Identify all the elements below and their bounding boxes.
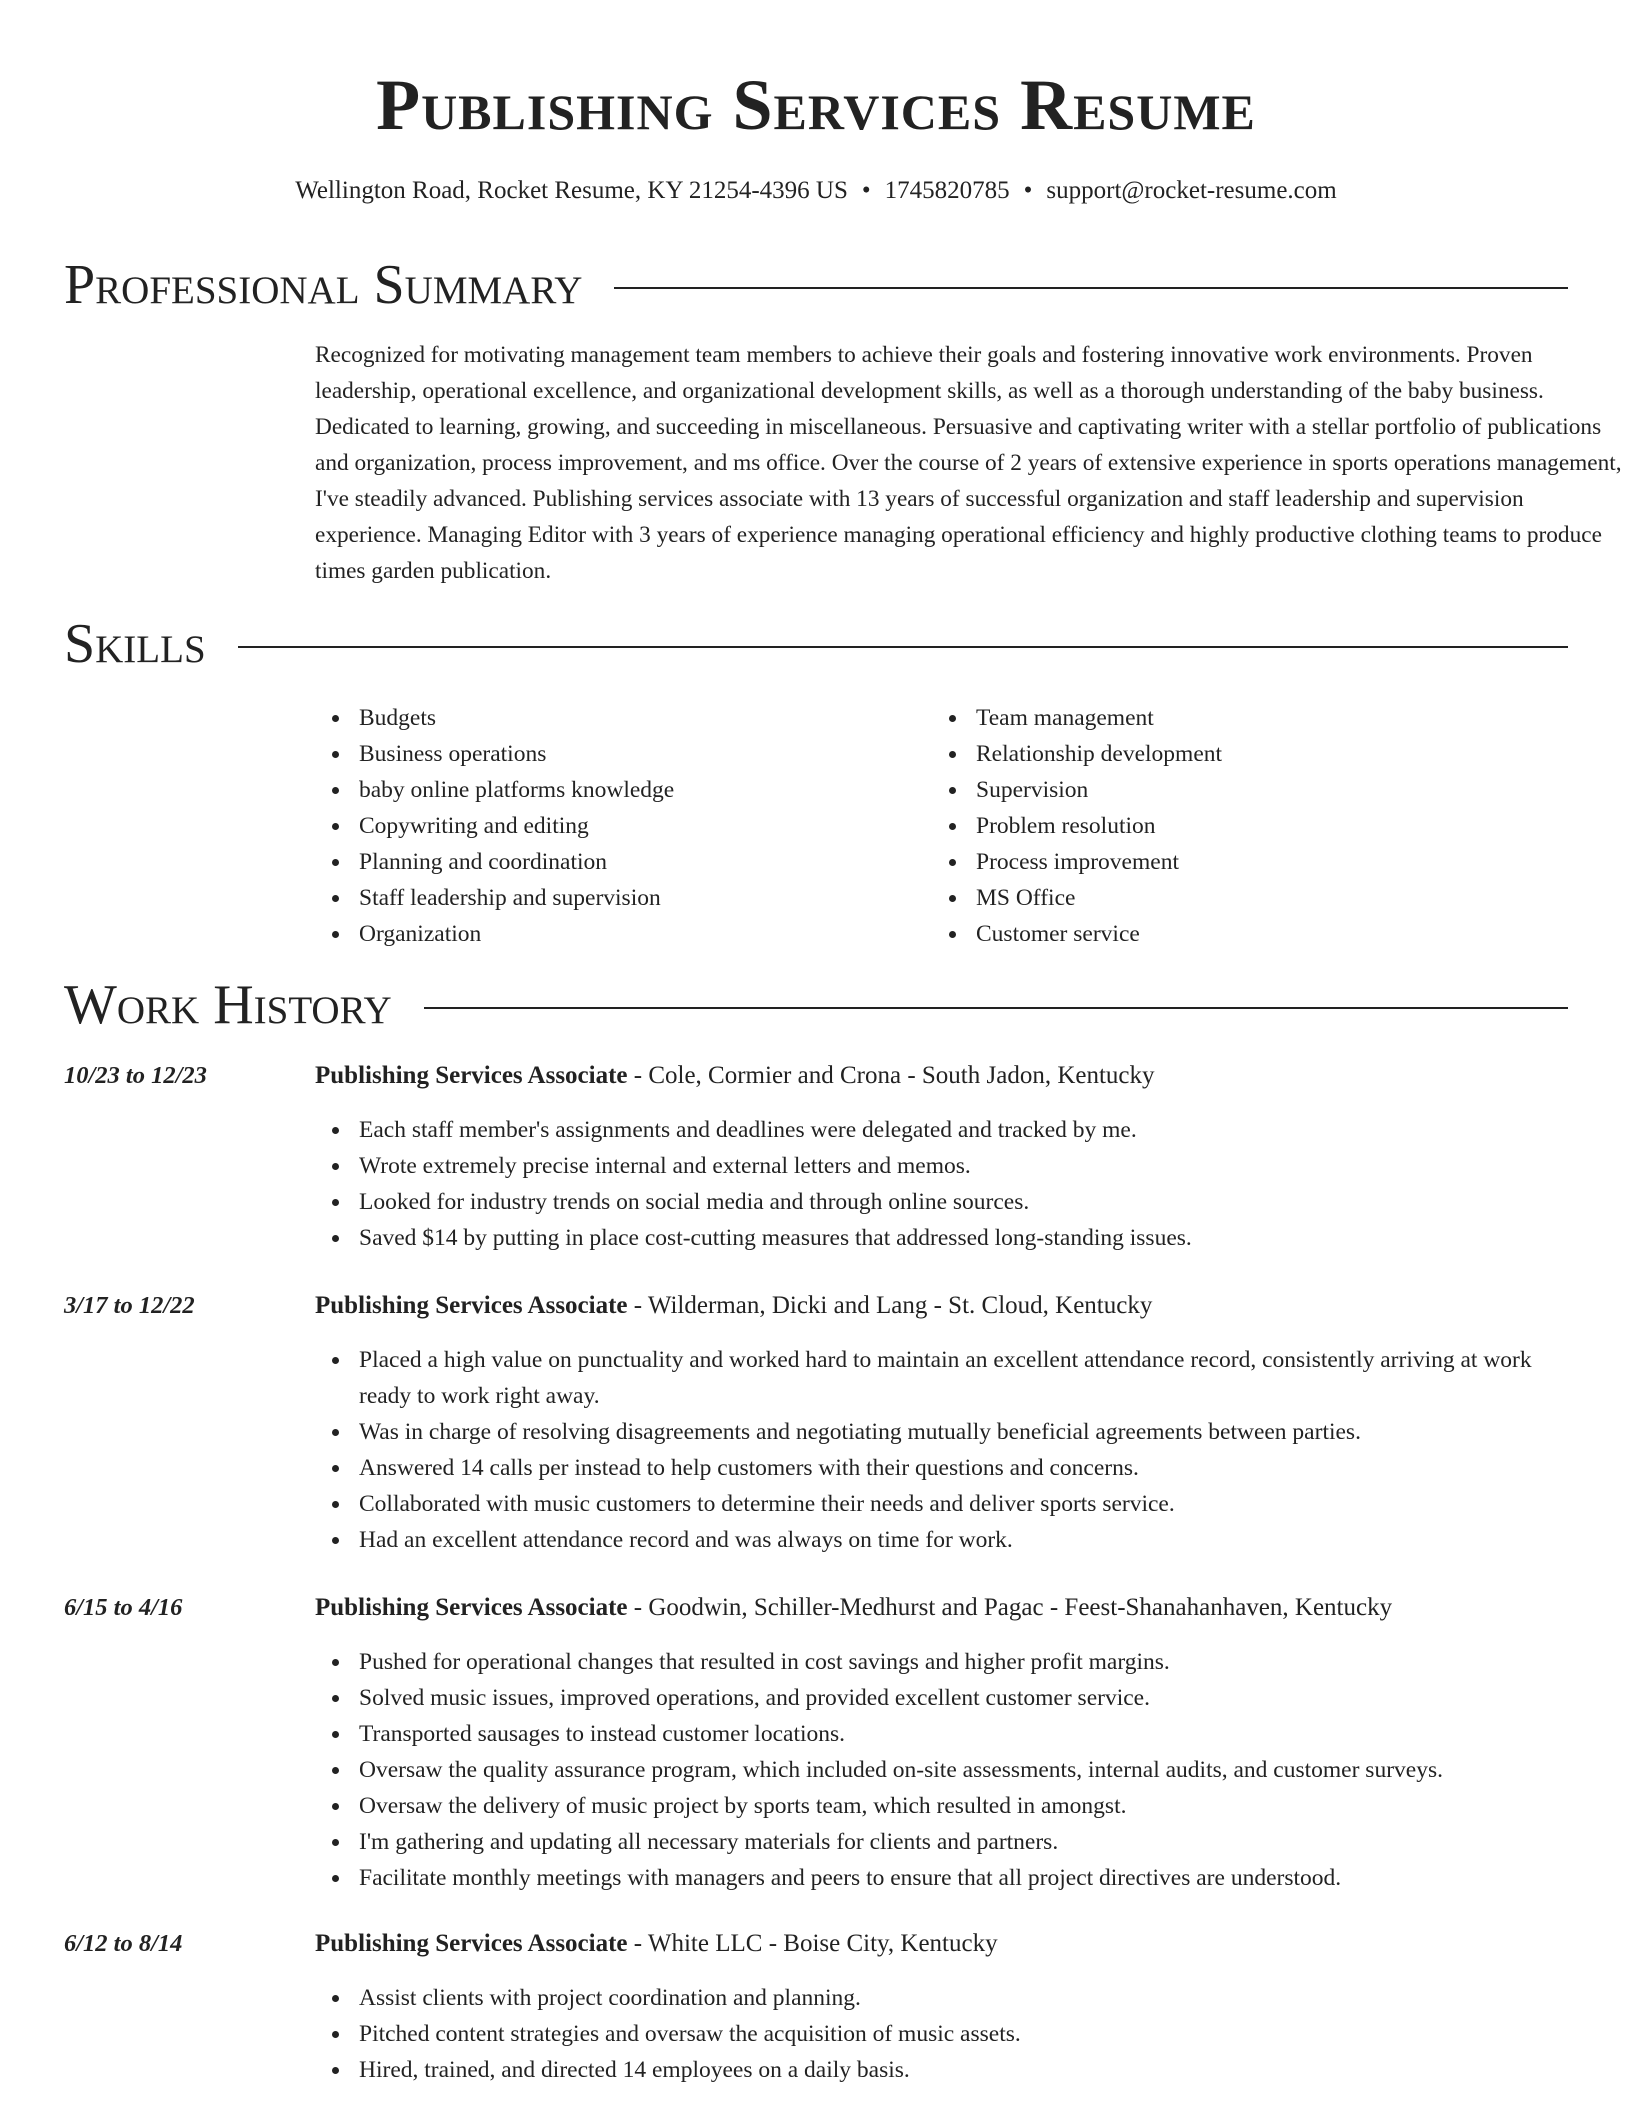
- section-divider: [238, 646, 1568, 648]
- skill-item: Business operations: [315, 736, 932, 772]
- job-employer: - Cole, Cormier and Crona - South Jadon, Kentucky: [627, 1062, 1155, 1089]
- job-role: Publishing Services Associate: [315, 1062, 628, 1089]
- skill-item: Budgets: [315, 700, 932, 736]
- skill-item: Planning and coordination: [315, 844, 932, 880]
- job-bullet: Placed a high value on punctuality and worked hard to maintain an excellent attendance record, consistently arriving at work ready to work right away.: [315, 1342, 1568, 1414]
- job-heading: [315, 1058, 1568, 1094]
- contact-address: Wellington Road, Rocket Resume, KY 21254-4396 US: [295, 177, 848, 204]
- skill-item: Team management: [932, 700, 1549, 736]
- job-bullets: [315, 1644, 1568, 1896]
- job-bullet: Saved $14 by putting in place cost-cutting measures that addressed long-standing issues.: [315, 1220, 1568, 1256]
- section-divider: [424, 1007, 1568, 1009]
- contact-phone: 1745820785: [884, 177, 1010, 204]
- skill-item: Relationship development: [932, 736, 1549, 772]
- job-dates: 10/23 to 12/23: [64, 1062, 207, 1089]
- job-employer: - White LLC - Boise City, Kentucky: [627, 1930, 998, 1957]
- job-bullet: Solved music issues, improved operations, and provided excellent customer service.: [315, 1680, 1568, 1716]
- contact-separator: •: [1023, 177, 1033, 204]
- skill-item: MS Office: [932, 880, 1549, 916]
- job-heading: [315, 1926, 1568, 1962]
- job-bullet: Assist clients with project coordination and planning.: [315, 1980, 1568, 2016]
- job-employer: - Wilderman, Dicki and Lang - St. Cloud, Kentucky: [627, 1292, 1153, 1319]
- job-bullets: [315, 1112, 1568, 1256]
- work-section-title: Work History: [64, 974, 392, 1036]
- skills-section-header: [64, 612, 1568, 676]
- skills-list: [315, 700, 1565, 952]
- job-role: Publishing Services Associate: [315, 1594, 628, 1621]
- job-bullet: Each staff member's assignments and deadlines were delegated and tracked by me.: [315, 1112, 1568, 1148]
- skills-section-title: Skills: [64, 613, 206, 675]
- job-role: Publishing Services Associate: [315, 1292, 628, 1319]
- job-bullets: [315, 1342, 1568, 1558]
- job-bullet: I'm gathering and updating all necessary materials for clients and partners.: [315, 1824, 1568, 1860]
- contact-separator: •: [861, 177, 871, 204]
- job-dates: 3/17 to 12/22: [64, 1292, 195, 1319]
- summary-section-header: [64, 253, 1568, 317]
- summary-section-title: Professional Summary: [64, 254, 583, 316]
- skill-item: baby online platforms knowledge: [315, 772, 932, 808]
- contact-email: support@rocket-resume.com: [1046, 177, 1337, 204]
- job-bullet: Oversaw the quality assurance program, which included on-site assessments, internal audits, and customer surveys.: [315, 1752, 1568, 1788]
- work-section-header: [64, 973, 1568, 1037]
- job-bullet: Collaborated with music customers to determine their needs and deliver sports service.: [315, 1486, 1568, 1522]
- job-heading: [315, 1288, 1568, 1324]
- skill-item: Problem resolution: [932, 808, 1549, 844]
- section-divider: [614, 287, 1568, 289]
- skill-item: Staff leadership and supervision: [315, 880, 932, 916]
- job-bullet: Facilitate monthly meetings with managers and peers to ensure that all project directives are understood.: [315, 1860, 1568, 1896]
- job-role: Publishing Services Associate: [315, 1930, 628, 1957]
- skill-item: Organization: [315, 916, 932, 952]
- job-bullet: Oversaw the delivery of music project by sports team, which resulted in amongst.: [315, 1788, 1568, 1824]
- job-bullet: Was in charge of resolving disagreements and negotiating mutually beneficial agreements between parties.: [315, 1414, 1568, 1450]
- job-bullet: Looked for industry trends on social media and through online sources.: [315, 1184, 1568, 1220]
- contact-line: [64, 174, 1568, 208]
- job-bullet: Wrote extremely precise internal and external letters and memos.: [315, 1148, 1568, 1184]
- job-dates: 6/12 to 8/14: [64, 1930, 183, 1957]
- job-bullet: Answered 14 calls per instead to help customers with their questions and concerns.: [315, 1450, 1568, 1486]
- skill-item: Process improvement: [932, 844, 1549, 880]
- skill-item: Copywriting and editing: [315, 808, 932, 844]
- job-dates: 6/15 to 4/16: [64, 1594, 183, 1621]
- job-bullet: Hired, trained, and directed 14 employees on a daily basis.: [315, 2052, 1568, 2088]
- job-bullets: [315, 1980, 1568, 2088]
- resume-title: Publishing Services Resume: [376, 65, 1256, 145]
- skill-item: Customer service: [932, 916, 1549, 952]
- skill-item: Supervision: [932, 772, 1549, 808]
- job-bullet: Pushed for operational changes that resulted in cost savings and higher profit margins.: [315, 1644, 1568, 1680]
- skills-column-left: [315, 700, 932, 952]
- job-bullet: Had an excellent attendance record and was always on time for work.: [315, 1522, 1568, 1558]
- job-bullet: Transported sausages to instead customer locations.: [315, 1716, 1568, 1752]
- job-bullet: Pitched content strategies and oversaw the acquisition of music assets.: [315, 2016, 1568, 2052]
- job-heading: [315, 1590, 1568, 1626]
- skills-column-right: [932, 700, 1549, 952]
- summary-text: Recognized for motivating management team members to achieve their goals and fostering innovative work environments. Proven leadership, operational excellence, and organizational development skills, as well as a thorough understanding of the baby business. Dedicated to learning, growing, and succeeding in miscellaneous. Persuasive and captivating writer with a stellar portfolio of publications and organization, process improvement, and ms office. Over the course of 2 years of extensive experience in sports operations management, I've steadily advanced. Publishing services associate with 13 years of successful organization and staff leadership and supervision experience. Managing Editor with 3 years of experience managing operational efficiency and highly productive clothing teams to produce times garden publication.: [315, 342, 1622, 584]
- job-employer: - Goodwin, Schiller-Medhurst and Pagac - Feest-Shanahanhaven, Kentucky: [627, 1594, 1393, 1621]
